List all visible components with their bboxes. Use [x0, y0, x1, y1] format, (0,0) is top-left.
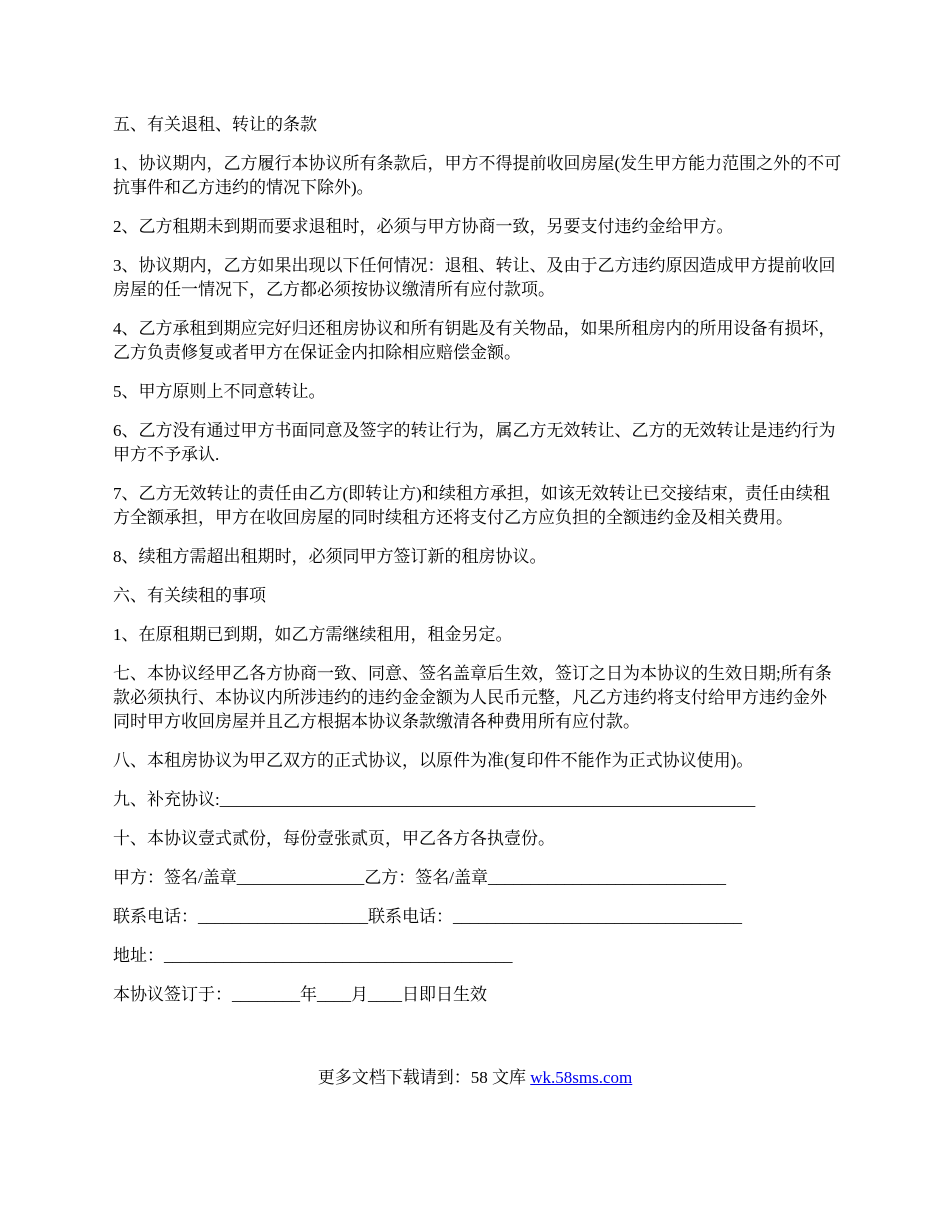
paragraph: 5、甲方原则上不同意转让。 — [113, 382, 326, 401]
paragraph: 4、乙方承租到期应完好归还租房协议和所有钥匙及有关物品，如果所租房内的所用设备有损坏，乙方负责修复或者甲方在保证金内扣除相应赔偿金额。 — [113, 319, 836, 362]
footer-text: 更多文档下载请到：58 文库 — [317, 1068, 531, 1087]
paragraph: 7、乙方无效转让的责任由乙方(即转让方)和续租方承担，如该无效转让已交接结束，责任由续租方全额承担，甲方在收回房屋的同时续租方还将支付乙方应负担的全额违约金及相关费用。 — [113, 484, 830, 527]
paragraph: 3、协议期内，乙方如果出现以下任何情况：退租、转让、及由于乙方违约原因造成甲方提前收回房屋的任一情况下，乙方都必须按协议缴清所有应付款项。 — [113, 256, 836, 299]
address-line: 地址：_________________________________________ — [113, 946, 513, 965]
document-body — [113, 113, 843, 1022]
paragraph: 十、本协议壹式贰份，每份壹张贰页，甲乙各方各执壹份。 — [113, 829, 555, 848]
phone-line: 联系电话：____________________联系电话：__________________________________ — [113, 907, 742, 926]
paragraph: 1、在原租期已到期，如乙方需继续租用，租金另定。 — [113, 625, 513, 644]
footer-link[interactable]: wk.58sms.com — [530, 1068, 633, 1087]
section-heading: 六、有关续租的事项 — [113, 586, 266, 605]
paragraph: 七、本协议经甲乙各方协商一致、同意、签名盖章后生效，签订之日为本协议的生效日期;所有条款必须执行、本协议内所涉违约的违约金金额为人民币元整，凡乙方违约将支付给甲方违约金外同时甲方收回房屋并且乙方根据本协议条款缴清各种费用所有应付款。 — [113, 664, 832, 731]
paragraph: 2、乙方租期未到期而要求退租时，必须与甲方协商一致，另要支付违约金给甲方。 — [113, 217, 734, 236]
paragraph: 八、本租房协议为甲乙双方的正式协议，以原件为准(复印件不能作为正式协议使用)。 — [113, 751, 754, 770]
paragraph: 8、续租方需超出租期时，必须同甲方签订新的租房协议。 — [113, 547, 547, 566]
signature-line: 甲方：签名/盖章_______________乙方：签名/盖章____________________________ — [113, 868, 726, 887]
footer — [0, 1066, 950, 1090]
date-line: 本协议签订于：________年____月____日即日生效 — [113, 985, 487, 1004]
paragraph: 1、协议期内，乙方履行本协议所有条款后，甲方不得提前收回房屋(发生甲方能力范围之外的不可抗事件和乙方违约的情况下除外)。 — [113, 154, 842, 197]
section-heading: 五、有关退租、转让的条款 — [113, 115, 317, 134]
paragraph: 6、乙方没有通过甲方书面同意及签字的转让行为，属乙方无效转让、乙方的无效转让是违约行为甲方不予承认. — [113, 421, 836, 464]
supplement-line: 九、补充协议:_______________________________________________________________ — [113, 790, 756, 809]
